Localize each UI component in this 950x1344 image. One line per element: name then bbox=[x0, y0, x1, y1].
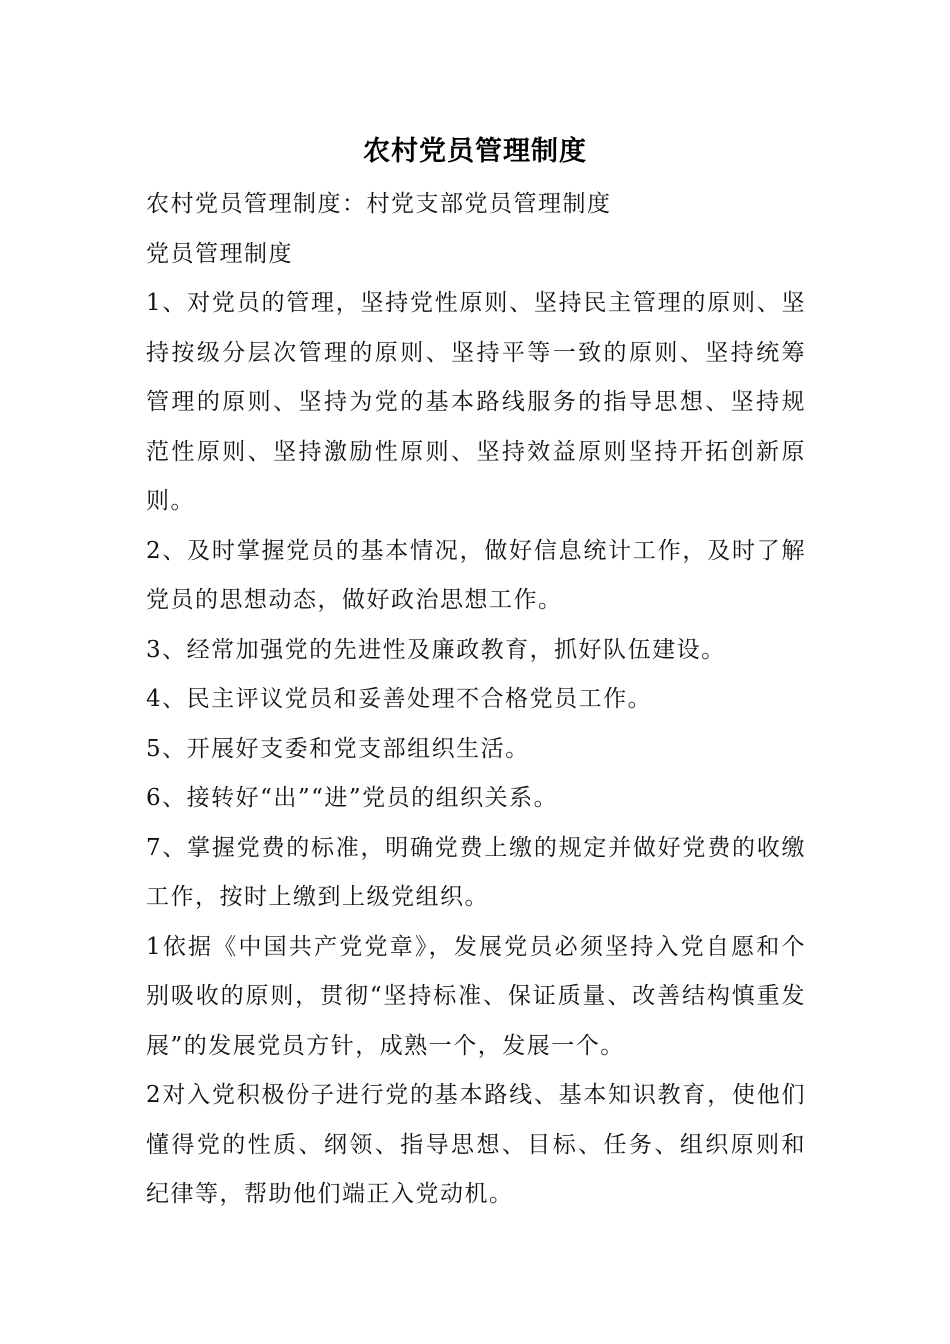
paragraph-item-4: 4、民主评议党员和妥善处理不合格党员工作。 bbox=[146, 686, 653, 712]
paragraph-subtitle: 农村党员管理制度：村党支部党员管理制度 bbox=[146, 191, 612, 217]
paragraph-section-heading: 党员管理制度 bbox=[146, 240, 293, 267]
document-body bbox=[146, 180, 806, 1220]
paragraph-development-2: 2对入党积极份子进行党的基本路线、基本知识教育，使他们懂得党的性质、纲领、指导思想、目标、任务、组织原则和纪律等，帮助他们端正入党动机。 bbox=[146, 1082, 806, 1207]
paragraph-item-6: 6、接转好“出”“进”党员的组织关系。 bbox=[146, 785, 559, 811]
document-title: 农村党员管理制度 bbox=[363, 136, 587, 167]
paragraph-item-7: 7、掌握党费的标准，明确党费上缴的规定并做好党费的收缴工作，按时上缴到上级党组织。 bbox=[146, 834, 806, 910]
paragraph-item-1: 1、对党员的管理，坚持党性原则、坚持民主管理的原则、坚持按级分层次管理的原则、坚持平等一致的原则、坚持统筹管理的原则、坚持为党的基本路线服务的指导思想、坚持规范性原则、坚持激励性原则、坚持效益原则坚持开拓创新原则。 bbox=[146, 290, 806, 514]
paragraph-item-2: 2、及时掌握党员的基本情况，做好信息统计工作，及时了解党员的思想动态，做好政治思想工作。 bbox=[146, 537, 806, 613]
paragraph-item-3: 3、经常加强党的先进性及廉政教育，抓好队伍建设。 bbox=[146, 636, 726, 663]
paragraph-development-1: 1依据《中国共产党党章》，发展党员必须坚持入党自愿和个别吸收的原则，贯彻“坚持标准、保证质量、改善结构慎重发展”的发展党员方针，成熟一个，发展一个。 bbox=[146, 933, 806, 1059]
paragraph-item-5: 5、开展好支委和党支部组织生活。 bbox=[146, 735, 530, 762]
